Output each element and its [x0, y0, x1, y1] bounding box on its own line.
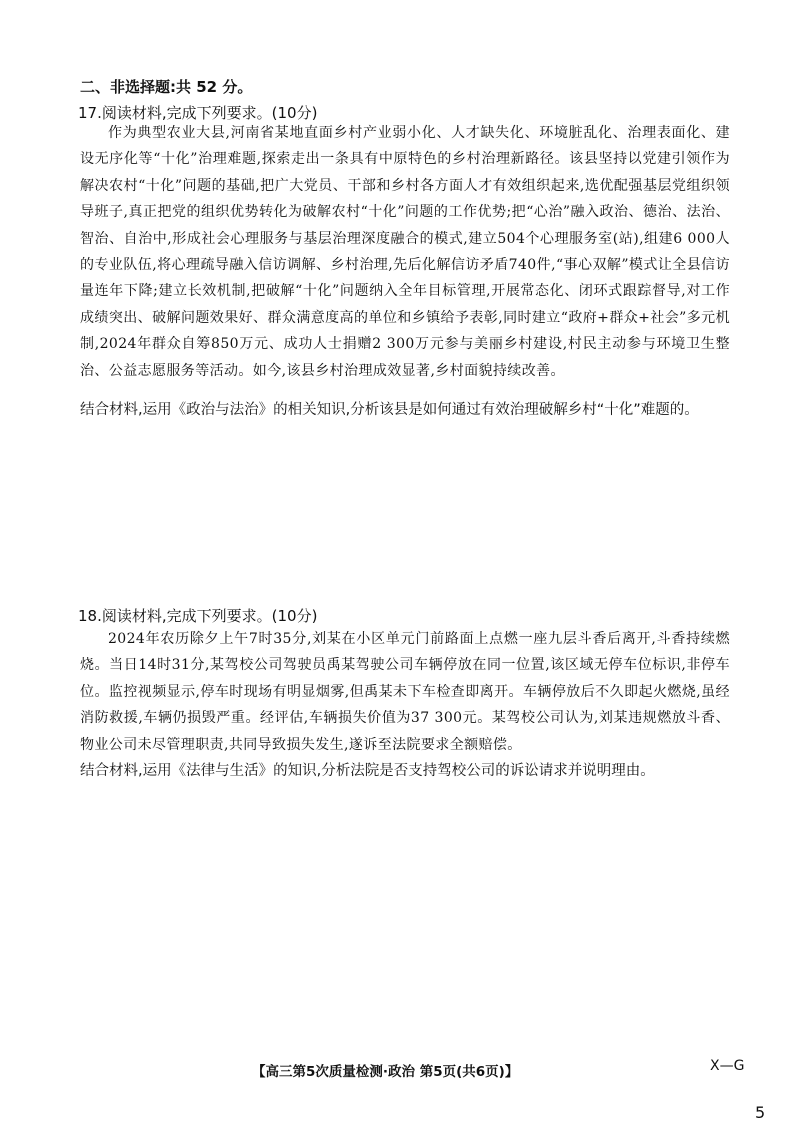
question-18-material: 2024年农历除夕上午7时35分,刘某在小区单元门前路面上点燃一座九层斗香后离开,斗香持续燃烧。当日14时31分,某驾校公司驾驶员禹某驾驶公司车辆停放在同一位置,该区域无停车位标识,非停车位。监控视频显示,停车时现场有明显烟雾,但禹某未下车检查即离开。车辆停放后不久即起火燃烧,虽经消防救援,车辆仍损毁严重。经评估,车辆损失价值为37 300元。某驾校公司认为,刘某违规燃放斗香、物业公司未尽管理职责,共同导致损失发生,遂诉至法院要求全额赔偿。 [80, 631, 730, 753]
question-18-title: 18.阅读材料,完成下列要求。(10分) [78, 607, 318, 625]
question-17-material: 作为典型农业大县,河南省某地直面乡村产业弱小化、人才缺失化、环境脏乱化、治理表面化、建设无序化等“十化”治理难题,探索走出一条具有中原特色的乡村治理新路径。该县坚持以党建引领作为解决农村“十化”问题的基础,把广大党员、干部和乡村各方面人才有效组织起来,选优配强基层党组织领导班子,真正把党的组织优势转化为破解农村“十化”问题的工作优势;把“心治”融入政治、德治、法治、智治、自治中,形成社会心理服务与基层治理深度融合的模式,建立504个心理服务室(站),组建6 000人的专业队伍,将心理疏导融入信访调解、乡村治理,先后化解信访矛盾740件,“事心双解”模式让全县信访量连年下降;建立长效机制,把破解“十化”问题纳入全年目标管理,开展常态化、闭环式跟踪督导,对工作成绩突出、破解问题效果好、群众满意度高的单位和乡镇给予表彰,同时建立“政府+群众+社会”多元机制,2024年群众自筹850万元、成功人士捐赠2 300万元参与美丽乡村建设,村民主动参与环境卫生整治、公益志愿服务等活动。如今,该县乡村治理成效显著,乡村面貌持续改善。 [80, 125, 730, 379]
page-number: 5 [755, 1103, 766, 1122]
question-18-prompt: 结合材料,运用《法律与生活》的知识,分析法院是否支持驾校公司的诉讼请求并说明理由。 [80, 763, 655, 779]
page-footer: 【高三第5次质量检测·政治 第5页(共6页)】 [252, 1064, 519, 1080]
section-title: 二、非选择题:共 52 分。 [80, 78, 253, 96]
paper-code: X—G [710, 1058, 745, 1074]
question-17-prompt: 结合材料,运用《政治与法治》的相关知识,分析该县是如何通过有效治理破解乡村“十化”难题的。 [80, 402, 699, 418]
question-17-title: 17.阅读材料,完成下列要求。(10分) [78, 104, 318, 122]
